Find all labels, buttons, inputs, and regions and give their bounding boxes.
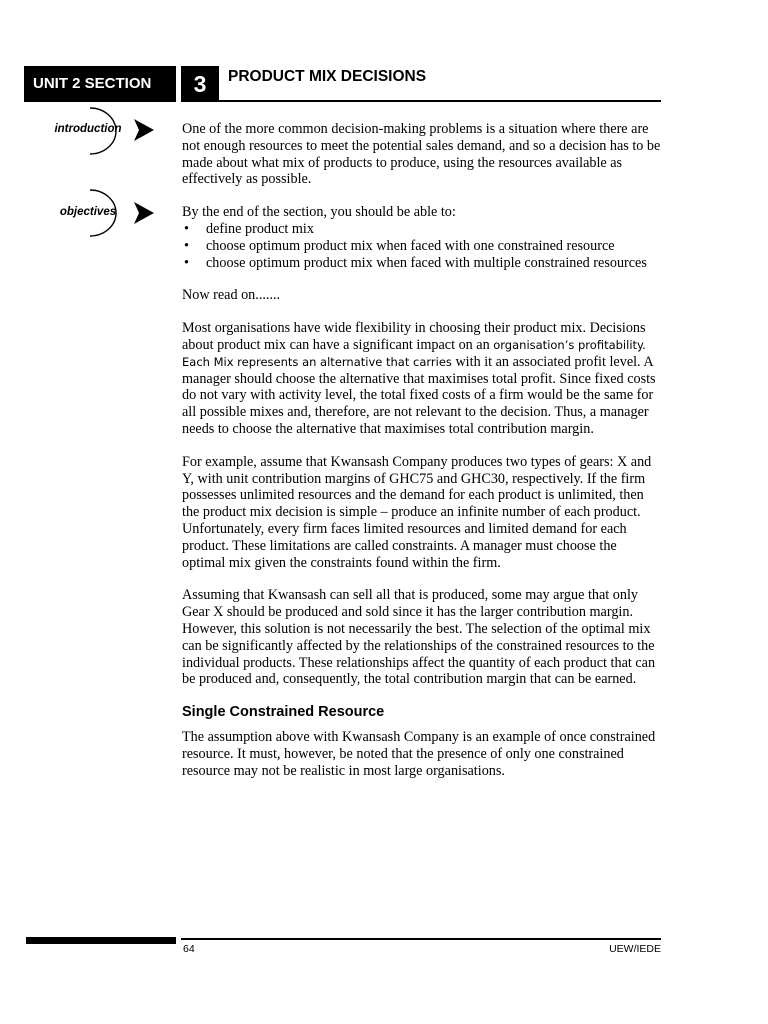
objectives-intro: By the end of the section, you should be able to: (182, 204, 456, 221)
page-title: PRODUCT MIX DECISIONS (228, 68, 427, 85)
footer-rule (181, 938, 661, 940)
typeface-shifted-run: organisation’s profitability. Each Mix represents an alternative that carries (182, 337, 646, 369)
page-number: 64 (183, 943, 195, 955)
introduction-label: introduction (54, 123, 122, 135)
objectives-marker (38, 185, 160, 243)
unit-section-label: UNIT 2 SECTION (24, 66, 176, 102)
bullet-icon: • (184, 237, 189, 254)
footer-bar (26, 937, 176, 944)
objectives-label: objectives (59, 206, 117, 218)
title-rule (219, 100, 661, 102)
section-subheading: Single Constrained Resource (182, 704, 385, 721)
footer-publisher: UEW/IEDE (609, 943, 661, 955)
paragraph-assumption: Assuming that Kwansash can sell all that is produced, some may argue that only Gear X should be produced and sold since it has the larger contribution margin. However, this solution is not necessarily the best. The selection of the optimal mix can be significantly affected by the relationships of the constrained resources to the individual products. These relationships affect the quantity of each product that can be produced and, consequently, the total contribution margin that can be earned. (182, 587, 656, 688)
list-item: • choose optimum product mix when faced with one constrained resource (184, 237, 615, 254)
list-item: • define product mix (184, 220, 314, 237)
objectives-list (182, 221, 662, 271)
introduction-marker (38, 103, 160, 161)
read-on-text: Now read on....... (182, 287, 281, 304)
bullet-icon: • (184, 220, 189, 237)
paragraph-example: For example, assume that Kwansash Company produces two types of gears: X and Y, with unit contribution margins of GHC75 and GHC30, respectively. If the firm possesses unlimited resources and the demand for each product is unlimited, then the product mix decision is simple – produce an infinite number of each product. Unfortunately, every firm faces limited resources and limited demand for each product. These limitations are called constraints. A manager must choose the optimal mix given the constraints found within the firm. (182, 453, 652, 571)
intro-paragraph: One of the more common decision-making problems is a situation where there are not enough resources to meet the potential sales demand, and so a decision has to be made about what mix of products to produce, using the resources available as effectively as possible. (182, 121, 661, 188)
list-item: • choose optimum product mix when faced with multiple constrained resources (184, 254, 647, 271)
section-number: 3 (181, 66, 219, 102)
paragraph-product-mix: Most organisations have wide flexibility in choosing their product mix. Decisions about product mix can have a significant impact on an organisation’s profitability. Each Mix represents an alternative that carries with it an associated profit level. A manager should choose the alternative that maximises total profit. Since fixed costs do not vary with activity level, the total fixed costs of a firm would be the same for all possible mixes and, therefore, are not relevant to the decision. Thus, a manager needs to choose the alternative that maximises total contribution margin. (182, 320, 656, 437)
main-content (182, 121, 662, 795)
paragraph-single-constraint: The assumption above with Kwansash Company is an example of once constrained resource. It must, however, be noted that the presence of only one constrained resource may not be realistic in most large organisations. (182, 728, 656, 779)
bullet-icon: • (184, 254, 189, 271)
